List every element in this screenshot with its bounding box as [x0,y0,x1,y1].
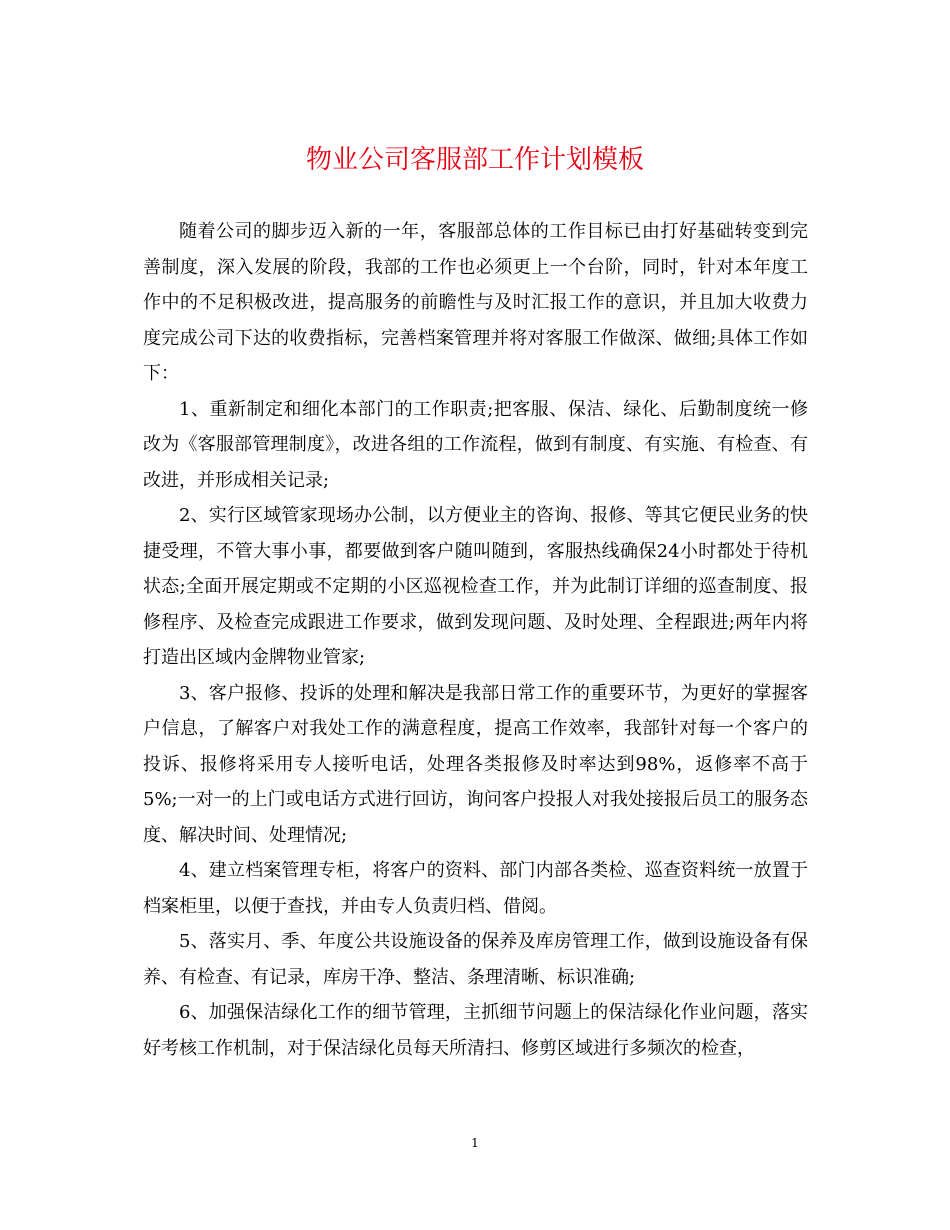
item-6-paragraph: 6、加强保洁绿化工作的细节管理，主抓细节问题上的保洁绿化作业问题，落实好考核工作机制，对于保洁绿化员每天所清扫、修剪区域进行多频次的检查， [143,1002,808,1059]
intro-paragraph: 随着公司的脚步迈入新的一年，客服部总体的工作目标已由打好基础转变到完善制度，深入发展的阶段，我部的工作也必须更上一个台阶，同时，针对本年度工作中的不足积极改进，提高服务的前瞻性与及时汇报工作的意识，并且加大收费力度完成公司下达的收费指标，完善档案管理并将对客服工作做深、做细;具体工作如下： [143,221,808,384]
item-2-paragraph: 2、实行区域管家现场办公制，以方便业主的咨询、报修、等其它便民业务的快捷受理，不管大事小事，都要做到客户随叫随到，客服热线确保24小时都处于待机状态;全面开展定期或不定期的小区巡视检查工作，并为此制订详细的巡查制度、报修程序、及检查完成跟进工作要求，做到发现问题、及时处理、全程跟进;两年内将打造出区域内金牌物业管家; [143,505,808,668]
page-number: 1 [471,1136,479,1150]
document-title: 物业公司客服部工作计划模板 [305,145,644,175]
document-body [143,214,808,1066]
item-5-paragraph: 5、落实月、季、年度公共设施设备的保养及库房管理工作，做到设施设备有保养、有检查、有记录，库房干净、整洁、条理清晰、标识准确; [143,931,808,988]
item-4-paragraph: 4、建立档案管理专柜，将客户的资料、部门内部各类检、巡查资料统一放置于档案柜里，以便于查找，并由专人负责归档、借阅。 [143,860,808,917]
item-1-paragraph: 1、重新制定和细化本部门的工作职责;把客服、保洁、绿化、后勤制度统一修改为《客服部管理制度》，改进各组的工作流程，做到有制度、有实施、有检查、有改进，并形成相关记录; [143,398,808,491]
item-3-paragraph: 3、客户报修、投诉的处理和解决是我部日常工作的重要环节，为更好的掌握客户信息，了解客户对我处工作的满意程度，提高工作效率，我部针对每一个客户的投诉、报修将采用专人接听电话，处理各类报修及时率达到98%，返修率不高于5%;一对一的上门或电话方式进行回访，询问客户投报人对我处接报后员工的服务态度、解决时间、处理情况; [143,682,808,846]
